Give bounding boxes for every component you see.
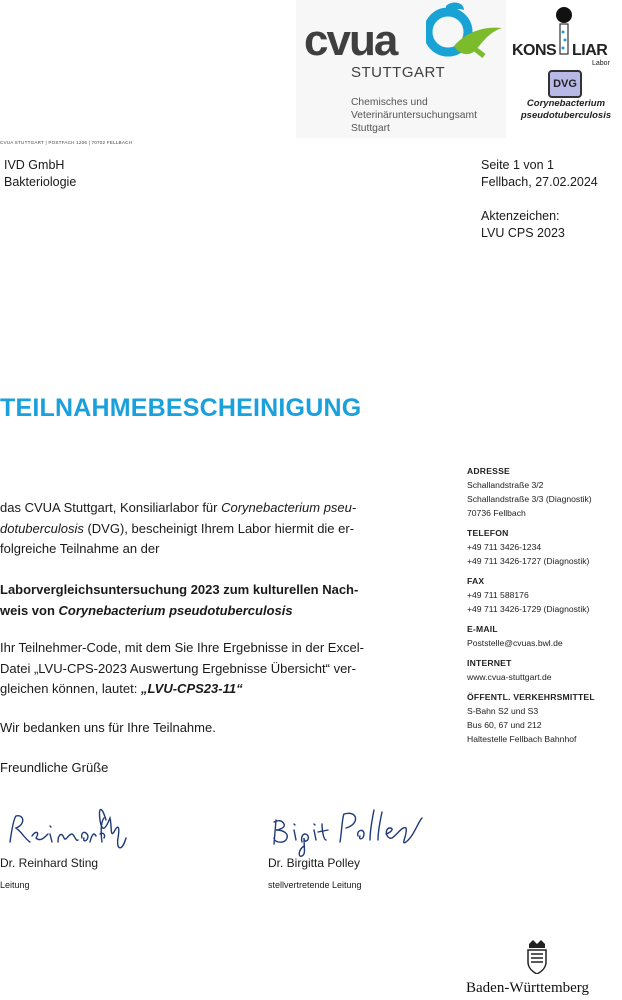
- reference-value: LVU CPS 2023: [481, 226, 565, 240]
- contact-label: ADRESSE: [467, 466, 510, 476]
- konsiliar-text-right: LIAR: [572, 42, 608, 59]
- signatory-role: stellvertretende Leitung: [268, 880, 362, 890]
- bird-leaf-icon: [426, 2, 504, 64]
- signatory-name: Dr. Birgitta Polley: [268, 856, 361, 870]
- tagline-line: Veterinäruntersuchungsamt: [351, 110, 477, 121]
- coat-of-arms-icon: [525, 940, 549, 974]
- website-link[interactable]: www.cvua-stuttgart.de: [467, 672, 552, 682]
- recipient-block: [4, 157, 76, 191]
- state-logo-text: Baden-Württemberg: [466, 980, 590, 996]
- contact-label: TELEFON: [467, 528, 509, 538]
- email-link[interactable]: Poststelle@cvuas.bwl.de: [467, 638, 563, 648]
- thanks-text: Wir bedanken uns für Ihre Teilnahme.: [0, 720, 216, 735]
- signature-polley: [268, 800, 428, 860]
- participant-code: „LVU-CPS23-11“: [140, 681, 243, 696]
- konsiliar-text-left: KONS: [512, 42, 557, 59]
- konsiliar-logo: [510, 4, 622, 128]
- signature-sting: [2, 798, 132, 858]
- closing-text: Freundliche Grüße: [0, 760, 109, 775]
- konsiliar-labor: Labor: [592, 60, 610, 67]
- cvua-tagline: [351, 96, 477, 135]
- caption-line: Corynebacterium: [526, 98, 606, 109]
- contact-section: TELEFON +49 711 3426-1234 +49 711 3426-1727 (Diagnostik): [467, 528, 590, 566]
- cvua-stuttgart: STUTTGART: [351, 64, 446, 81]
- contact-section: ADRESSE Schallandstraße 3/2 Schallandstraße 3/3 (Diagnostik) 70736 Fellbach: [467, 466, 592, 518]
- dvg-badge: [548, 70, 582, 98]
- konsiliar-caption: [510, 98, 622, 122]
- recipient-line: IVD GmbH: [4, 158, 65, 172]
- state-logo: [466, 940, 616, 1000]
- contact-label: E-MAIL: [467, 624, 498, 634]
- contact-section: [467, 656, 617, 684]
- contact-label: INTERNET: [467, 658, 512, 668]
- tagline-line: Stuttgart: [351, 123, 390, 134]
- meta-block: [481, 157, 598, 242]
- dvg-badge-text: DVG: [553, 78, 577, 90]
- recipient-line: Bakteriologie: [4, 175, 77, 189]
- signatory-2: [268, 855, 362, 890]
- tagline-line: Chemisches und: [351, 97, 428, 108]
- cvua-logo-text: cvua: [304, 16, 397, 65]
- cvua-logo: [296, 0, 506, 138]
- page-title: TEILNAHMEBESCHEINIGUNG: [0, 394, 362, 422]
- contact-section: ÖFFENTL. VERKEHRSMITTEL S-Bahn S2 und S3 Bus 60, 67 und 212 Haltestelle Fellbach Bahnhof: [467, 692, 595, 744]
- contact-section: [467, 622, 617, 650]
- signatory-role: Leitung: [0, 880, 30, 890]
- body-paragraph-1: das CVUA Stuttgart, Konsiliarlabor für Corynebacterium pseu- dotuberculosis (DVG), bescheinigt Ihrem Labor hiermit die er- folgreiche Teilnahme an der: [0, 500, 357, 556]
- contact-label: ÖFFENTL. VERKEHRSMITTEL: [467, 692, 595, 702]
- signatory-1: [0, 855, 98, 890]
- page-number: Seite 1 von 1: [481, 158, 554, 172]
- reference-label: Aktenzeichen:: [481, 209, 560, 223]
- body-paragraph-2: Laborvergleichsuntersuchung 2023 zum kulturellen Nach- weis von Corynebacterium pseudotuberculosis: [0, 582, 359, 618]
- signatory-name: Dr. Reinhard Sting: [0, 856, 99, 870]
- return-address-line: CVUA STUTTGART | POSTFACH 1206 | 70702 FELLBACH: [0, 140, 133, 145]
- place-date: Fellbach, 27.02.2024: [481, 175, 598, 189]
- contact-section: FAX +49 711 588176 +49 711 3426-1729 (Diagnostik): [467, 576, 590, 614]
- contact-label: FAX: [467, 576, 485, 586]
- caption-line: pseudotuberculosis: [520, 110, 612, 121]
- contact-sidebar: [467, 464, 617, 746]
- flask-icon: [550, 4, 580, 74]
- body-paragraph-3: Ihr Teilnehmer-Code, mit dem Sie Ihre Ergebnisse in der Excel- Datei „LVU-CPS-2023 Auswertung Ergebnisse Übersicht“ ver- gleichen können, lautet: „LVU-CPS23-11“: [0, 640, 364, 696]
